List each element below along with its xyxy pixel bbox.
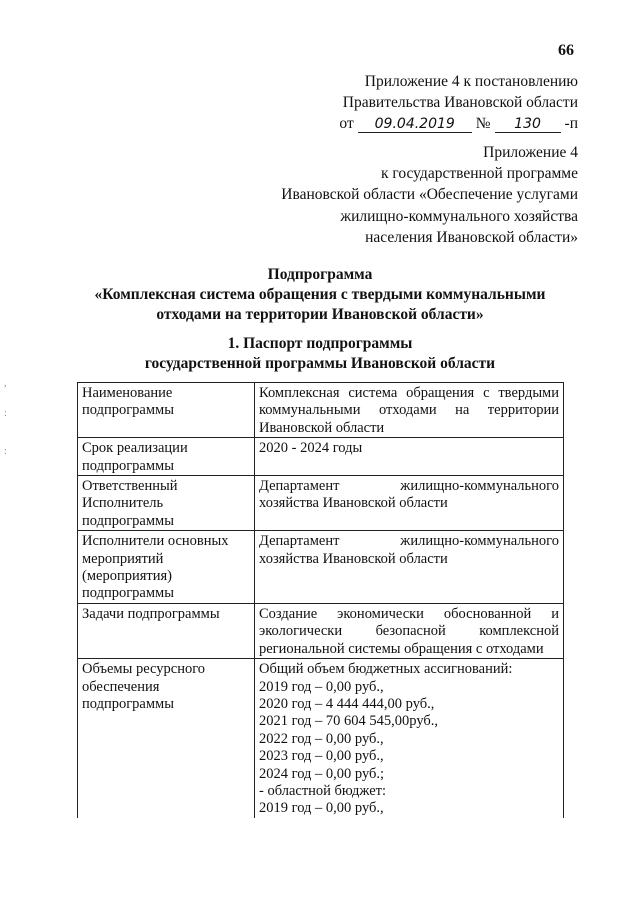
passport-table [77, 382, 564, 818]
number-suffix: -п [564, 115, 578, 132]
funding-line: - областной бюджет: [259, 782, 387, 799]
row-label: Наименование подпрограммы [78, 383, 255, 438]
row-label: Ответственный Исполнитель подпрограммы [78, 476, 255, 531]
table-row [78, 603, 564, 658]
passport-heading-line-2: государственной программы Ивановской области [144, 355, 496, 372]
scan-artifact: : [4, 446, 7, 457]
table-row [78, 659, 564, 818]
funding-line: 2019 год – 0,00 руб., [259, 678, 384, 695]
handwritten-number: 130 [495, 117, 561, 133]
passport-heading [60, 334, 580, 374]
table-row [78, 383, 564, 438]
row-value: 2020 - 2024 годы [255, 438, 564, 476]
subprogram-title-line-1: Подпрограмма [267, 266, 373, 283]
resolution-appendix-header [339, 71, 578, 134]
table-row [78, 531, 564, 604]
row-value: Департамент жилищно-коммунального хозяйства Ивановской области [255, 531, 564, 604]
appendix-line-2: Правительства Ивановской области [342, 94, 578, 111]
row-value: Комплексная система обращения с твердыми коммунальными отходами на территории Ивановской области [255, 383, 564, 438]
subprogram-title-line-2: «Комплексная система обращения с твердыми коммунальными [94, 286, 546, 303]
funding-line: 2024 год – 0,00 руб.; [259, 765, 385, 782]
program-ref-line-4: жилищно-коммунального хозяйства [340, 207, 578, 225]
row-label: Задачи подпрограммы [78, 603, 255, 658]
funding-line: 2023 год – 0,00 руб., [259, 748, 384, 765]
scan-artifact: : [4, 408, 7, 419]
row-value: Создание экономически обоснованной и экологически безопасной комплексной региональной системы обращения с отходами [255, 603, 564, 658]
program-ref-line-3: Ивановской области «Обеспечение услугами [281, 186, 578, 204]
funding-line: 2022 год – 0,00 руб., [259, 730, 384, 747]
resolution-date-line [339, 113, 578, 134]
passport-heading-line-1: 1. Паспорт подпрограммы [227, 335, 413, 352]
row-label: Срок реализации подпрограммы [78, 438, 255, 476]
row-value: Департамент жилищно-коммунального хозяйства Ивановской области [255, 476, 564, 531]
date-prefix: от [339, 115, 354, 132]
program-ref-line-1: Приложение 4 [483, 144, 578, 161]
row-label: Объемы ресурсного обеспечения подпрограммы [78, 659, 255, 818]
row-value-list [255, 659, 564, 818]
table-row [78, 476, 564, 531]
funding-line: 2019 год – 0,00 руб., [259, 800, 384, 817]
handwritten-date: 09.04.2019 [358, 117, 472, 133]
program-appendix-header [281, 142, 578, 248]
funding-line: 2020 год – 4 444 444,00 руб., [259, 695, 435, 712]
funding-line: 2021 год – 70 604 545,00руб., [259, 713, 439, 730]
subprogram-title-line-3: отходами на территории Ивановской области» [156, 306, 484, 323]
row-label: Исполнители основных мероприятий (мероприятия) подпрограммы [78, 531, 255, 604]
number-sign: № [475, 115, 491, 132]
funding-line: Общий объем бюджетных ассигнований: [259, 661, 513, 678]
scan-artifact: , [4, 378, 7, 389]
program-ref-line-5: населения Ивановской области» [365, 228, 578, 246]
appendix-line-1: Приложение 4 к постановлению [364, 73, 578, 90]
program-ref-line-2: к государственной программе [380, 165, 578, 183]
table-row [78, 438, 564, 476]
page-number: 66 [558, 42, 574, 59]
subprogram-title [60, 265, 580, 325]
